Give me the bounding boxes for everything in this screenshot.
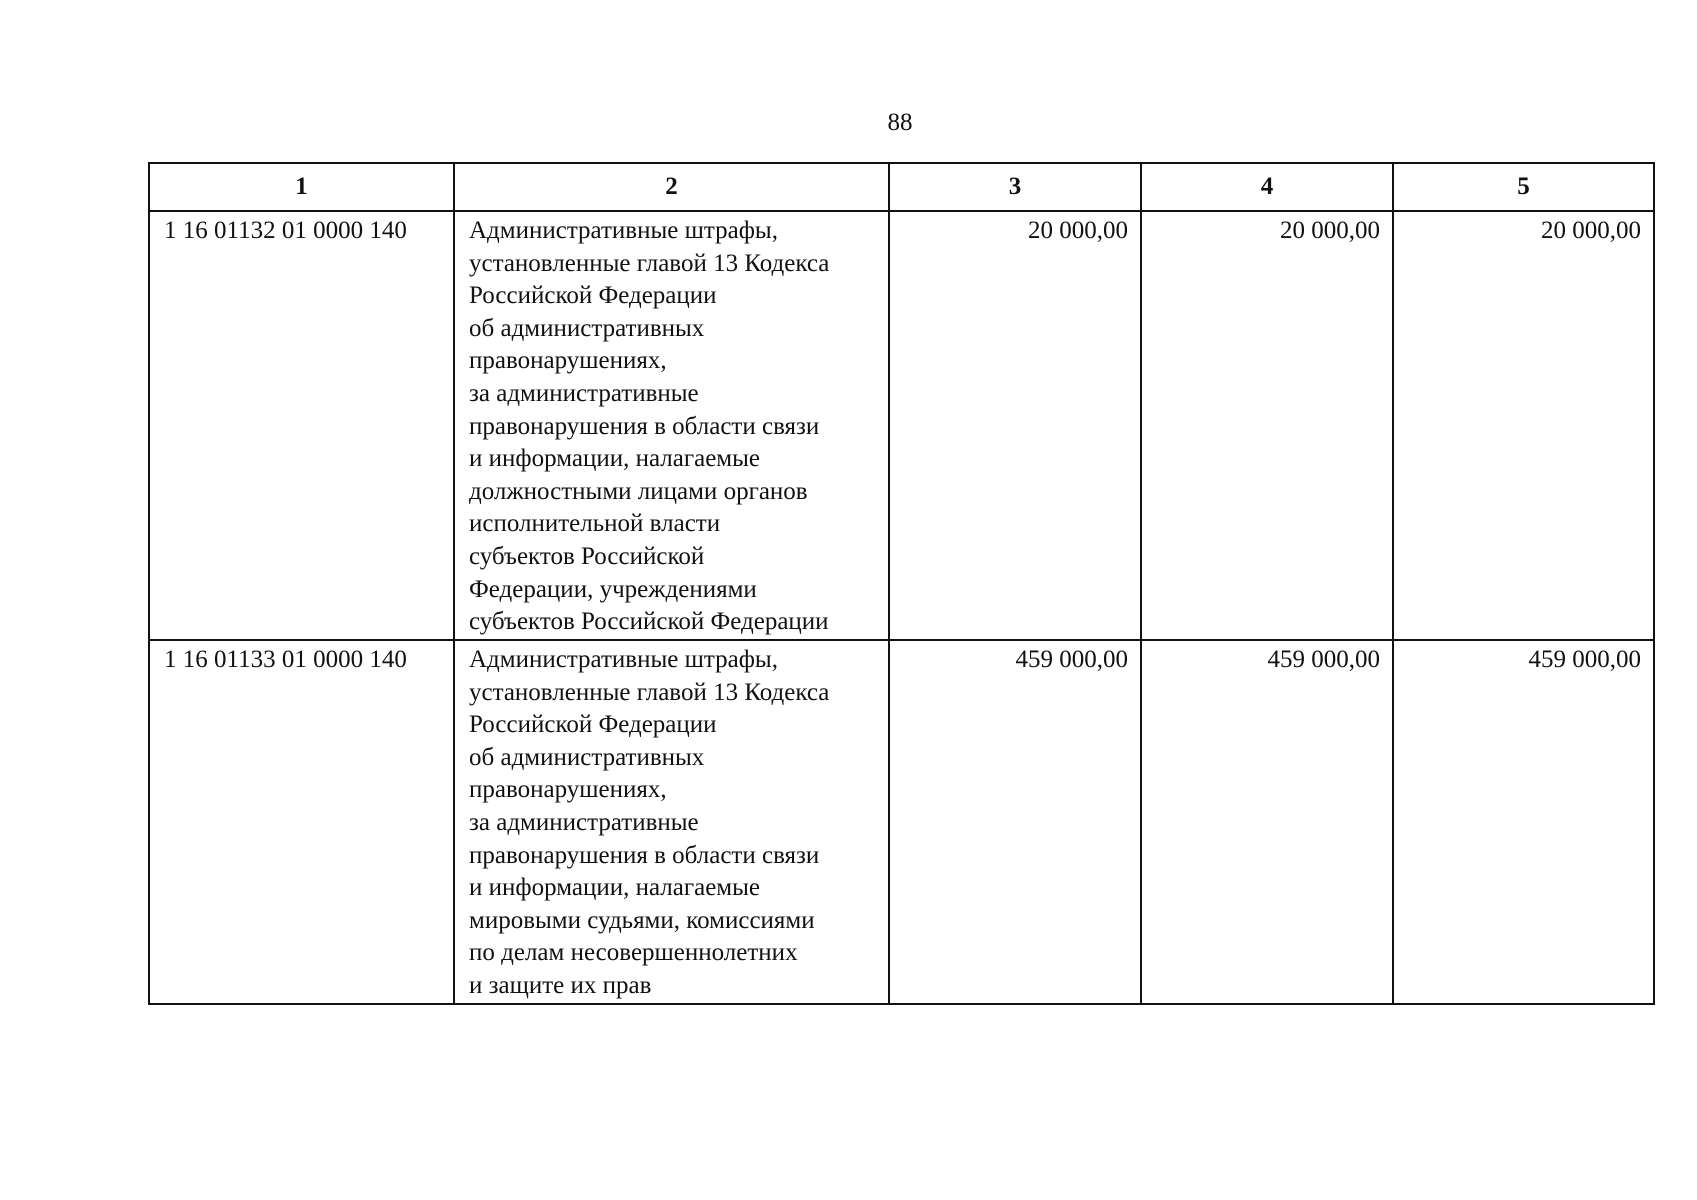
revenue-table xyxy=(148,162,1655,1005)
amount-col4-cell: 459 000,00 xyxy=(1141,640,1393,1004)
amount-col3-cell: 20 000,00 xyxy=(889,211,1141,640)
column-header-1: 1 xyxy=(149,163,454,211)
page-number: 88 xyxy=(887,109,913,136)
amount-col5-cell: 459 000,00 xyxy=(1393,640,1654,1004)
description-cell: Административные штрафы, установленные главой 13 Кодекса Российской Федерации об административных правонарушениях, за административные правонарушения в области связи и информации, налагаемые должностными лицами органов исполнительной власти субъектов Российской Федерации, учреждениями субъектов Российской Федерации xyxy=(454,211,889,640)
amount-col3-cell: 459 000,00 xyxy=(889,640,1141,1004)
column-header-5: 5 xyxy=(1393,163,1654,211)
column-header-3: 3 xyxy=(889,163,1141,211)
table-header-row xyxy=(149,163,1654,211)
description-cell: Административные штрафы, установленные главой 13 Кодекса Российской Федерации об административных правонарушениях, за административные правонарушения в области связи и информации, налагаемые мировыми судьями, комиссиями по делам несовершеннолетних и защите их прав xyxy=(454,640,889,1004)
column-header-2: 2 xyxy=(454,163,889,211)
amount-col4-cell: 20 000,00 xyxy=(1141,211,1393,640)
amount-col5-cell: 20 000,00 xyxy=(1393,211,1654,640)
column-header-4: 4 xyxy=(1141,163,1393,211)
budget-code-cell: 1 16 01132 01 0000 140 xyxy=(149,211,454,640)
table-row xyxy=(149,640,1654,1004)
budget-code-cell: 1 16 01133 01 0000 140 xyxy=(149,640,454,1004)
table-row xyxy=(149,211,1654,640)
